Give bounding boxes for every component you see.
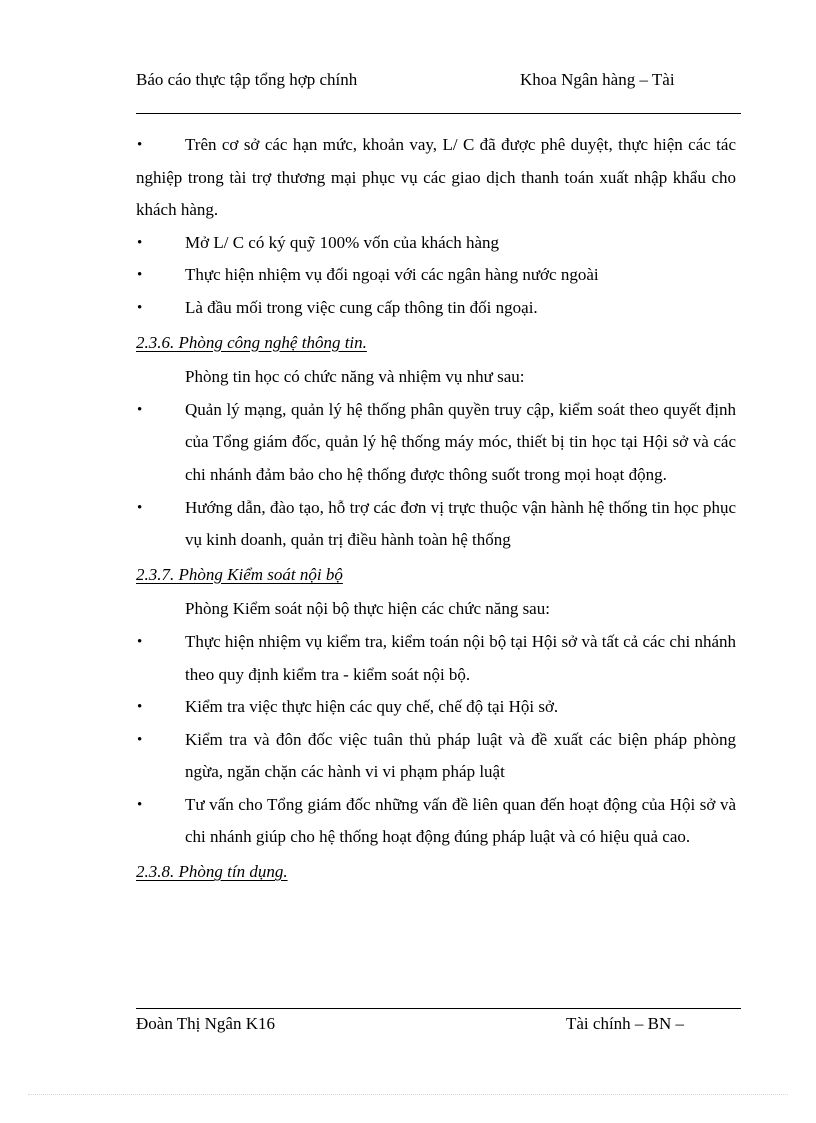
section-heading-2-3-8: 2.3.8. Phòng tín dụng. [136, 862, 288, 882]
bullet-item: • Thực hiện nhiệm vụ đối ngoại với các ngân hàng nước ngoài [136, 259, 736, 292]
bullet-item: • Kiểm tra việc thực hiện các quy chế, chế độ tại Hội sở. [136, 691, 736, 724]
page-edge-divider [28, 1094, 788, 1095]
header-divider [136, 113, 741, 114]
bullet-item: • Trên cơ sở các hạn mức, khoản vay, L/ C đã được phê duyệt, thực hiện các tác nghiệp trong tài trợ thương mại phục vụ các giao dịch thanh toán xuất nhập khẩu cho khách hàng. [136, 129, 736, 227]
footer-class: Tài chính – BN – [566, 1014, 685, 1033]
bullet-item: • Là đầu mối trong việc cung cấp thông tin đối ngoại. [136, 292, 736, 325]
section-intro: Phòng tin học có chức năng và nhiệm vụ như sau: [185, 367, 525, 387]
section-heading-2-3-7: 2.3.7. Phòng Kiểm soát nội bộ [136, 564, 343, 584]
footer-divider [136, 1008, 741, 1009]
section-intro: Phòng Kiểm soát nội bộ thực hiện các chức năng sau: [185, 599, 550, 619]
header-report-title: Báo cáo thực tập tổng hợp chính [136, 70, 358, 89]
bullet-item: • Hướng dẫn, đào tạo, hỗ trợ các đơn vị trực thuộc vận hành hệ thống tin học phục vụ kinh doanh, quản trị điều hành toàn hệ thống [136, 492, 736, 557]
section-heading-2-3-6: 2.3.6. Phòng công nghệ thông tin. [136, 332, 367, 352]
footer-author: Đoàn Thị Ngân K16 [136, 1014, 275, 1033]
document-body [136, 129, 736, 891]
bullet-item: • Kiểm tra và đôn đốc việc tuân thủ pháp luật và đề xuất các biện pháp phòng ngừa, ngăn chặn các hành vi vi phạm pháp luật [136, 724, 736, 789]
header-faculty: Khoa Ngân hàng – Tài [520, 70, 675, 89]
bullet-item: • Quản lý mạng, quản lý hệ thống phân quyền truy cập, kiểm soát theo quyết định của Tổng giám đốc, quản lý hệ thống máy móc, thiết bị tin học tại Hội sở và các chi nhánh đảm bảo cho hệ thống được thông suốt trong mọi hoạt động. [136, 394, 736, 492]
bullet-item: • Mở L/ C có ký quỹ 100% vốn của khách hàng [136, 227, 736, 260]
bullet-item: • Thực hiện nhiệm vụ kiểm tra, kiểm toán nội bộ tại Hội sở và tất cả các chi nhánh theo quy định kiểm tra - kiểm soát nội bộ. [136, 626, 736, 691]
bullet-item: • Tư vấn cho Tổng giám đốc những vấn đề liên quan đến hoạt động của Hội sở và chi nhánh giúp cho hệ thống hoạt động đúng pháp luật và có hiệu quả cao. [136, 789, 736, 854]
